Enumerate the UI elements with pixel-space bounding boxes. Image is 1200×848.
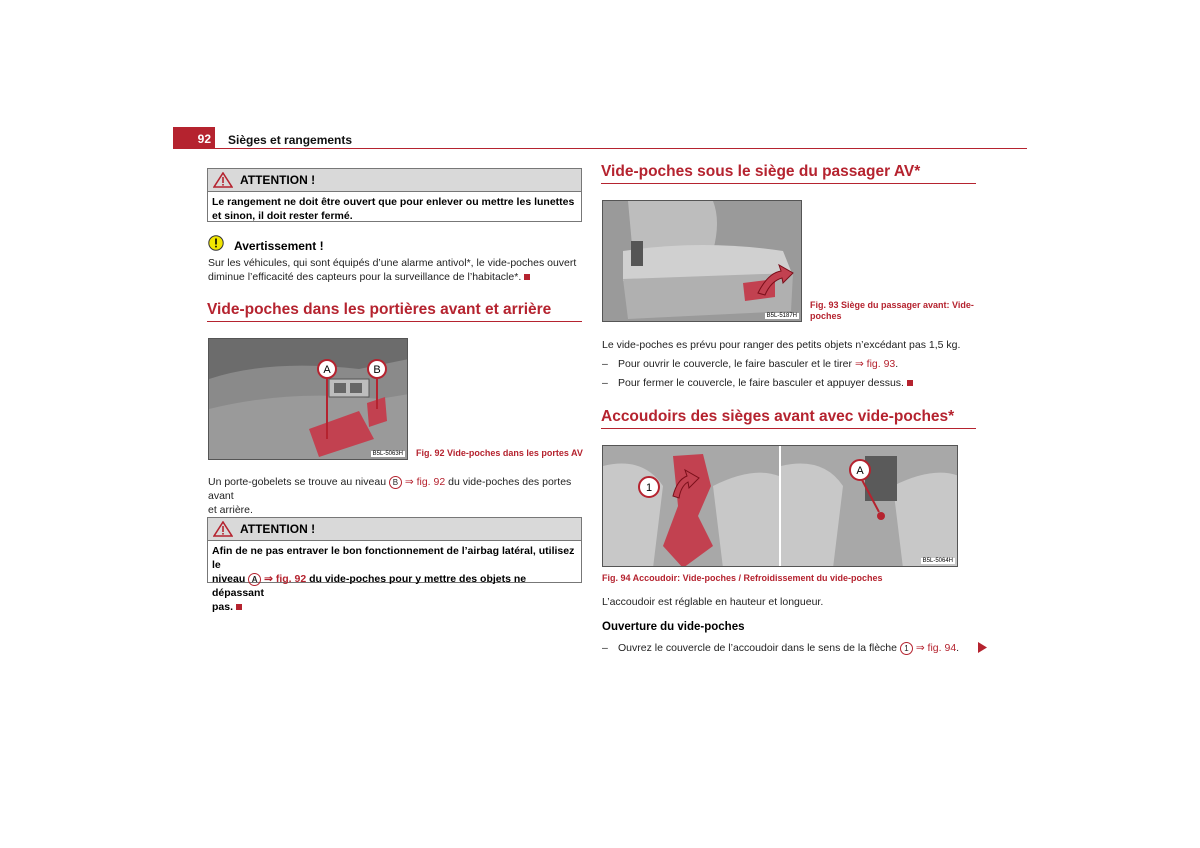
fig93-caption-line1: Fig. 93 Siège du passager avant: Vide- (810, 300, 974, 310)
figure-92 (208, 338, 408, 460)
notice-text (208, 256, 580, 284)
instruction-armrest-open (602, 641, 982, 655)
running-title: Sièges et rangements (228, 133, 353, 147)
attention-title: ATTENTION ! (240, 522, 316, 536)
section-title-seat-pocket: Vide-poches sous le siège du passager AV* (601, 163, 976, 184)
circle-label-b: B (389, 476, 402, 489)
attention2-line2-after: du vide-poches pour y mettre des objets ne dépassant (212, 573, 527, 599)
instruction-armrest-end: . (956, 642, 960, 654)
instruction-close-text: Pour fermer le couvercle, le faire basculer et appuyer dessus. (618, 377, 904, 389)
fig92-link[interactable]: ⇒ fig. 92 (264, 573, 307, 585)
warning-triangle-icon (213, 172, 233, 188)
armrest-illustration (603, 446, 958, 567)
attention-box-header (208, 518, 581, 541)
seat-pocket-paragraph: Le vide-poches es prévu pour ranger des petits objets n’excédant pas 1,5 kg. (602, 339, 961, 351)
attention-box-header (208, 169, 581, 192)
attention-box-1 (207, 168, 582, 222)
dash: – (602, 642, 608, 654)
end-mark-icon (524, 274, 530, 280)
notice-title: Avertissement ! (234, 239, 324, 253)
para-after: du vide-poches des portes avant (208, 476, 572, 502)
fig92-label-a: A (323, 364, 331, 376)
fig94-label-a: A (856, 465, 864, 477)
seat-pocket-illustration (603, 201, 802, 322)
fig94-code: B5L-5064H (922, 558, 953, 564)
figure-93 (602, 200, 802, 322)
circle-label-1: 1 (900, 642, 913, 655)
cupholder-paragraph (208, 475, 584, 517)
instruction-open-text: Pour ouvrir le couvercle, le faire basculer et le tirer (618, 358, 853, 370)
header-rule (173, 148, 1027, 149)
instruction-open-end: . (895, 358, 899, 370)
attention-box-2 (207, 517, 582, 613)
attention2-line2-before: niveau (212, 573, 246, 585)
instruction-armrest-text: Ouvrez le couvercle de l’accoudoir dans le sens de la flèche (618, 642, 897, 654)
fig93-caption (810, 300, 974, 322)
fig93-link[interactable]: ⇒ fig. 93 (854, 358, 896, 370)
circle-label-a: A (248, 573, 261, 586)
armrest-paragraph: L’accoudoir est réglable en hauteur et longueur. (602, 596, 824, 608)
section-title-armrest: Accoudoirs des sièges avant avec vide-poches* (601, 408, 976, 429)
attention-body: Le rangement ne doit être ouvert que pour enlever ou mettre les lunettes et sinon, il doit rester fermé. (212, 196, 575, 222)
end-mark-icon (907, 380, 913, 386)
fig92-code: B5L-5063H (372, 451, 403, 457)
door-pocket-illustration (209, 339, 408, 460)
instruction-open (602, 357, 982, 371)
subheading-open-pocket: Ouverture du vide-poches (602, 621, 745, 633)
fig92-label-b: B (373, 364, 381, 376)
fig92-caption: Fig. 92 Vide-poches dans les portes AV (416, 448, 583, 458)
attention2-line1: Afin de ne pas entraver le bon fonctionnement de l’airbag latéral, utilisez le (212, 545, 575, 571)
next-page-arrow-icon[interactable] (978, 642, 987, 653)
attention-title: ATTENTION ! (240, 173, 316, 187)
instruction-close (602, 376, 982, 390)
para-before: Un porte-gobelets se trouve au niveau (208, 476, 387, 488)
figure-94 (602, 445, 958, 567)
page-number: 92 (173, 127, 215, 149)
dash: – (602, 377, 608, 389)
fig94-caption: Fig. 94 Accoudoir: Vide-poches / Refroidissement du vide-poches (602, 573, 883, 583)
fig92-link[interactable]: ⇒ fig. 92 (404, 476, 446, 488)
fig94-link[interactable]: ⇒ fig. 94 (915, 642, 957, 654)
dash: – (602, 358, 608, 370)
fig93-code: B5L-5187H (766, 313, 797, 319)
para-line2: et arrière. (208, 504, 253, 516)
attention-body (208, 541, 581, 618)
fig93-caption-line2: poches (810, 311, 842, 321)
fig94-label-1: 1 (645, 482, 653, 494)
notice-body: Sur les véhicules, qui sont équipés d’une alarme antivol*, le vide-poches ouvert diminue l’efficacité des capteurs pour la surveillance de l’habitacle*. (208, 257, 577, 283)
section-title-doors: Vide-poches dans les portières avant et arrière (207, 301, 582, 322)
notice-icon (208, 235, 224, 251)
end-mark-icon (236, 604, 242, 610)
warning-triangle-icon (213, 521, 233, 537)
attention2-line3: pas. (212, 601, 234, 613)
